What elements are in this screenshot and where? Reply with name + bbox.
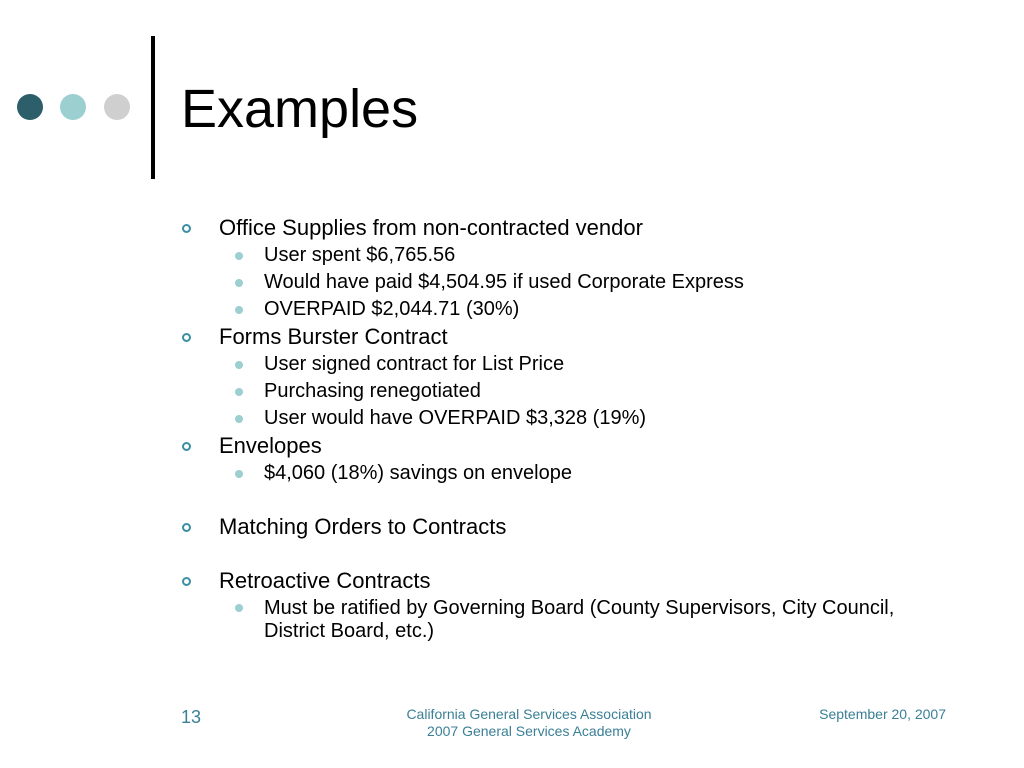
- dot-bullet-icon: [235, 252, 243, 260]
- bullet-text: Office Supplies from non-contracted vendor: [219, 215, 643, 240]
- bullet-retroactive-contracts: [181, 567, 961, 595]
- sub-bullet-text: User signed contract for List Price: [264, 353, 565, 375]
- dot-bullet-icon: [235, 604, 243, 612]
- slide-number: 13: [181, 707, 202, 727]
- dot-bullet-icon: [235, 361, 243, 369]
- spacer: [181, 541, 961, 567]
- bullet-text: Matching Orders to Contracts: [219, 514, 507, 539]
- bullet-envelopes: [181, 432, 961, 460]
- dot-bullet-icon: [235, 279, 243, 287]
- sub-bullet-text: User spent $6,765.56: [264, 244, 456, 266]
- bullet-text: Envelopes: [219, 433, 322, 458]
- sub-bullet: [181, 351, 961, 378]
- sub-bullet: [181, 269, 961, 296]
- bullet-matching-orders: [181, 513, 961, 541]
- ring-bullet-icon: [182, 523, 191, 532]
- sub-bullet-text: OVERPAID $2,044.71 (30%): [264, 298, 520, 320]
- sub-bullet: [181, 242, 961, 269]
- sub-bullet: [181, 460, 961, 487]
- decorative-dots: [17, 94, 137, 120]
- sub-bullet-text: Must be ratified by Governing Board (County Supervisors, City Council, District Board, etc.): [264, 597, 895, 642]
- dot-bullet-icon: [235, 388, 243, 396]
- bullet-text: Forms Burster Contract: [219, 324, 448, 349]
- slide-content: [181, 214, 961, 643]
- sub-bullet: [181, 405, 961, 432]
- dot-bullet-icon: [235, 470, 243, 478]
- sub-bullet-text: $4,060 (18%) savings on envelope: [264, 462, 572, 484]
- sub-bullet: [181, 378, 961, 405]
- light-teal-dot-icon: [60, 94, 86, 120]
- spacer: [181, 487, 961, 513]
- bullet-text: Retroactive Contracts: [219, 568, 431, 593]
- footer-date: September 20, 2007: [819, 706, 946, 722]
- gray-dot-icon: [104, 94, 130, 120]
- dot-bullet-icon: [235, 306, 243, 314]
- title-divider: [151, 36, 155, 179]
- event-name: 2007 General Services Academy: [427, 723, 631, 739]
- ring-bullet-icon: [182, 333, 191, 342]
- footer-organization: [369, 706, 689, 740]
- dot-bullet-icon: [235, 415, 243, 423]
- sub-bullet: [181, 595, 961, 643]
- sub-bullet-text: User would have OVERPAID $3,328 (19%): [264, 407, 647, 429]
- slide-title: Examples: [181, 79, 419, 139]
- bullet-office-supplies: [181, 214, 961, 242]
- bullet-forms-burster: [181, 323, 961, 351]
- organization-name: California General Services Association: [406, 706, 652, 722]
- sub-bullet-text: Would have paid $4,504.95 if used Corporate Express: [264, 271, 744, 293]
- ring-bullet-icon: [182, 577, 191, 586]
- ring-bullet-icon: [182, 442, 191, 451]
- ring-bullet-icon: [182, 224, 191, 233]
- sub-bullet: [181, 296, 961, 323]
- sub-bullet-text: Purchasing renegotiated: [264, 380, 481, 402]
- dark-teal-dot-icon: [17, 94, 43, 120]
